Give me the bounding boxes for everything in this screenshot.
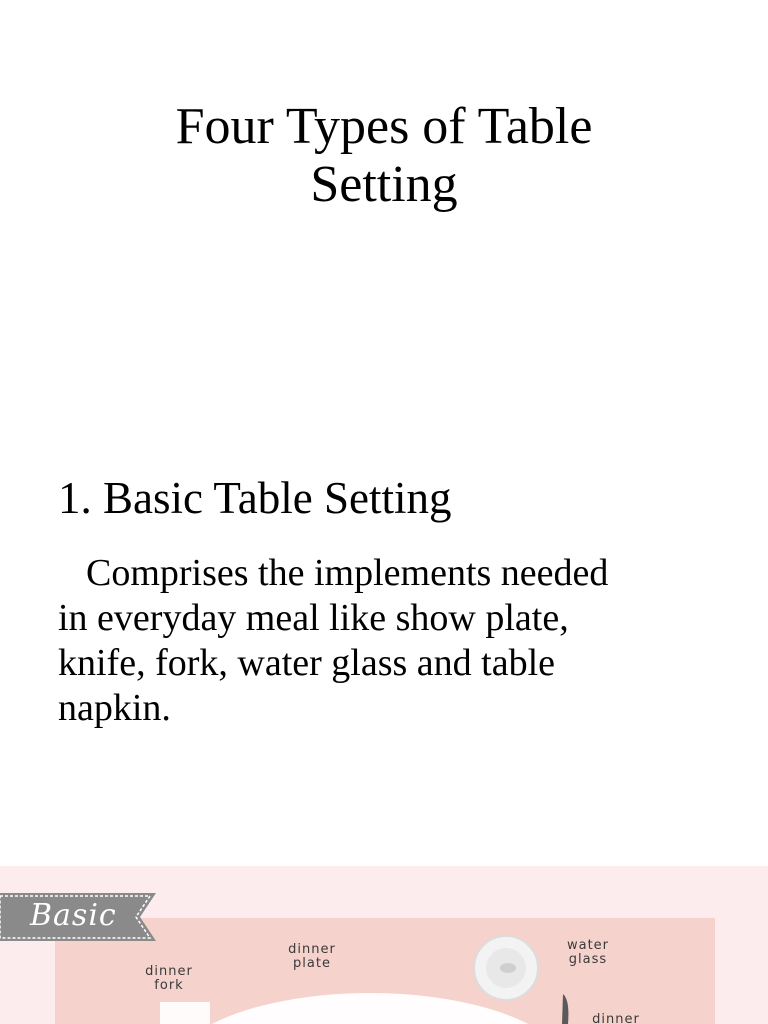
title-line-1: Four Types of Table xyxy=(175,98,593,155)
label-dinner-plate-line-1: dinner xyxy=(288,942,336,957)
description-line-4: napkin. xyxy=(58,687,171,729)
label-dinner-fork-line-1: dinner xyxy=(145,964,193,979)
title-line-2: Setting xyxy=(310,156,458,213)
description-line-2: in everyday meal like show plate, xyxy=(58,597,569,639)
banner-label: Basic xyxy=(30,898,117,933)
label-dinner-fork xyxy=(131,965,207,993)
basic-table-setting-illustration xyxy=(0,866,768,1024)
label-water-glass-line-1: water xyxy=(566,938,610,953)
label-water-glass-line-2: glass xyxy=(568,952,608,967)
label-dinner-plate xyxy=(272,943,352,971)
label-water-glass xyxy=(553,939,623,967)
description-line-1: Comprises the implements needed xyxy=(86,552,609,594)
knife-icon xyxy=(558,994,572,1024)
label-dinner-knife-line-1: dinner xyxy=(592,1012,640,1024)
section-heading: 1. Basic Table Setting xyxy=(58,473,452,523)
water-glass-icon xyxy=(468,936,548,1006)
section-description xyxy=(58,551,738,731)
description-line-3: knife, fork, water glass and table xyxy=(58,642,555,684)
label-dinner-knife xyxy=(576,1013,656,1024)
label-dinner-plate-line-2: plate xyxy=(293,956,331,971)
slide-title xyxy=(0,98,768,214)
label-dinner-fork-line-2: fork xyxy=(154,978,184,993)
